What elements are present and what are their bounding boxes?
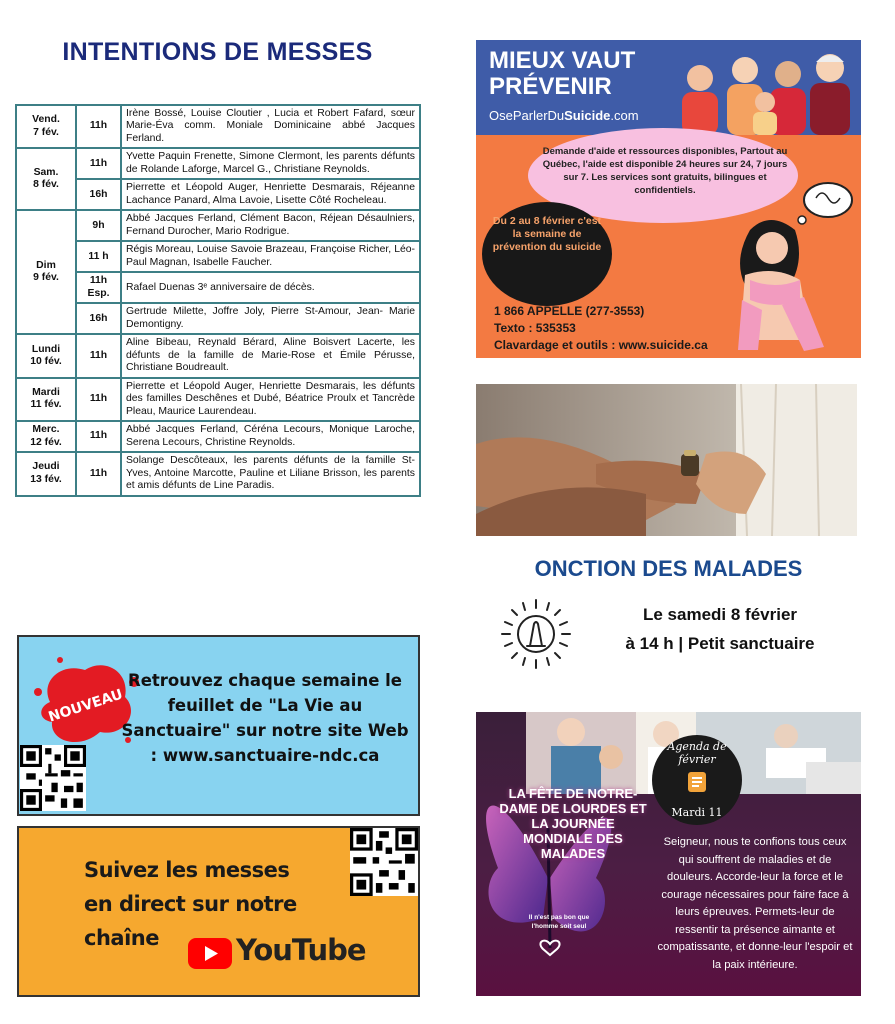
anointing-hands-photo xyxy=(476,384,857,536)
feuillet-text: Retrouvez chaque semaine le feuillet de "La Vie au Sanctuaire" sur notre site Web : www.sanctuaire-ndc.ca xyxy=(121,671,409,765)
mass-row xyxy=(16,105,420,148)
site-post: .com xyxy=(610,108,639,123)
prevention-info: Demande d'aide et ressources disponibles, Partout au Québec, l'aide est disponible 24 heures sur 24, 7 jours sur 7. Les services sont gratuits, bilingues et confidentiels. xyxy=(542,146,788,196)
mass-intentions-title: INTENTIONS DE MESSES xyxy=(62,38,373,66)
mass-row xyxy=(16,452,420,495)
lourdes-prayer: Seigneur, nous te confions tous ceux qui souffrent de maladies et de douleurs. Accorde-leur la force et le courage nécessaires pour faire face à leurs épreuves. Permets-leur de ressentir ta présence aimante et compatissante, et donne-leur l'espoir et la paix intérieure. xyxy=(657,836,853,971)
nouveau-label: NOUVEAU xyxy=(46,686,125,726)
mass-intention: Aline Bibeau, Reynald Bérard, Aline Boisvert Lacerte, les défunts de la famille de Marie-Rose et Émile Pérusse, Christiane Boudreault. xyxy=(121,334,420,377)
prevention-contacts xyxy=(494,303,708,354)
mass-intention: Gertrude Milette, Joffre Joly, Pierre St-Amour, Jean- Marie Demontigny. xyxy=(121,303,420,334)
youtube-wordmark[interactable]: YouTube xyxy=(236,933,366,967)
mass-time: 9h xyxy=(76,210,121,241)
prevention-title-line2: PRÉVENIR xyxy=(489,73,612,100)
youtube-play-icon[interactable] xyxy=(188,938,232,969)
praying-hands-icon xyxy=(497,598,575,670)
mass-row xyxy=(16,148,420,179)
prevention-title xyxy=(489,48,635,100)
qr-code-icon[interactable] xyxy=(350,828,418,896)
mass-time: 11h xyxy=(76,148,121,179)
qr-code-icon[interactable] xyxy=(20,745,86,811)
mass-time: 11h xyxy=(76,378,121,421)
livestream-text: Suivez les messes en direct sur notre chaîne xyxy=(84,858,297,950)
onction-date: Le samedi 8 février xyxy=(642,605,798,624)
lourdes-tagline: Il n'est pas bon que l'homme soit seul xyxy=(528,914,590,930)
prevention-texto: Texto : 535353 xyxy=(494,321,576,335)
site-pre: OseParlerDu xyxy=(489,108,565,123)
mass-intentions-table xyxy=(15,104,421,497)
prevention-chat[interactable]: Clavardage et outils : www.suicide.ca xyxy=(494,338,708,352)
prevention-phone[interactable]: 1 866 APPELLE (277-3553) xyxy=(494,304,645,318)
sad-girl-illustration-icon xyxy=(720,180,860,358)
mass-day: Merc. 12 fév. xyxy=(16,421,76,452)
mass-day: Sam. 8 fév. xyxy=(16,148,76,210)
mass-row xyxy=(16,179,420,210)
mass-day: Lundi 10 fév. xyxy=(16,334,76,377)
onction-details xyxy=(590,600,850,658)
mass-day: Dim 9 fév. xyxy=(16,210,76,334)
mass-row xyxy=(16,210,420,241)
mass-intention: Abbé Jacques Ferland, Clément Bacon, Réjean Désaulniers, Fernand Durocher, Mario Rodrigue. xyxy=(121,210,420,241)
mass-intention: Solange Descôteaux, les parents défunts de la famille St-Yves, Antoine Marcotte, Pauline et Liliane Brisson, les parents et amis défunts de Line Paradis. xyxy=(121,452,420,495)
mass-day: Vend. 7 fév. xyxy=(16,105,76,148)
mass-intention: Pierrette et Léopold Auger, Henriette Desmarais, les défunts des familles Deschênes et Dubé, Béatrice Proulx et Tancrède Pleau, Maurice Laurendeau. xyxy=(121,378,420,421)
mass-row xyxy=(16,272,420,303)
mass-time: 11h xyxy=(76,452,121,495)
mass-intention: Pierrette et Léopold Auger, Henriette Desmarais, Réjeanne Lachance Panard, Alma Lavoie, Lisette Côté Rocheleau. xyxy=(121,179,420,210)
mass-row xyxy=(16,334,420,377)
lourdes-title: LA FÊTE DE NOTRE-DAME DE LOURDES ET LA JOURNÉE MONDIALE DES MALADES xyxy=(499,786,647,861)
agenda-date: Mardi 11 xyxy=(671,806,723,819)
onction-title: ONCTION DES MALADES xyxy=(534,556,803,581)
mass-intention: Régis Moreau, Louise Savoie Brazeau, Françoise Richer, Léo-Paul Magnan, Isabelle Faucher. xyxy=(121,241,420,272)
site-bold: Suicide xyxy=(564,108,611,123)
mass-row xyxy=(16,421,420,452)
crowd-illustration-icon xyxy=(660,40,860,135)
mass-row xyxy=(16,378,420,421)
mass-intention: Rafael Duenas 3ᵉ anniversaire de décès. xyxy=(121,272,420,303)
mass-day: Jeudi 13 fév. xyxy=(16,452,76,495)
agenda-title: Agenda de février xyxy=(667,740,727,766)
agenda-book-icon xyxy=(685,770,709,794)
mass-intention: Irène Bossé, Louise Cloutier , Lucia et Robert Fafard, sœur Marie-Éva comm. Moniale Dominicaine abbé Jacques Ferland. xyxy=(121,105,420,148)
mass-intention: Yvette Paquin Frenette, Simone Clermont, les parents défunts de Rolande Laforge, Marcel G., Christiane Reynolds. xyxy=(121,148,420,179)
onction-time-place: à 14 h | Petit sanctuaire xyxy=(625,634,815,653)
mass-row xyxy=(16,241,420,272)
prevention-site[interactable] xyxy=(489,108,639,123)
mass-time: 11h xyxy=(76,421,121,452)
prevention-week: Du 2 au 8 février c'est la semaine de prévention du suicide xyxy=(492,215,602,253)
mass-time: 11 h xyxy=(76,241,121,272)
prevention-title-line1: MIEUX VAUT xyxy=(489,47,636,74)
mass-intention: Abbé Jacques Ferland, Céréna Lecours, Monique Laroche, Serena Lecours, Christine Reynolds. xyxy=(121,421,420,452)
mass-row xyxy=(16,303,420,334)
mass-time: 11h xyxy=(76,334,121,377)
mass-time: 16h xyxy=(76,179,121,210)
mass-time: 11h xyxy=(76,105,121,148)
mass-time: 16h xyxy=(76,303,121,334)
mass-day: Mardi 11 fév. xyxy=(16,378,76,421)
mass-time: 11h Esp. xyxy=(76,272,121,303)
